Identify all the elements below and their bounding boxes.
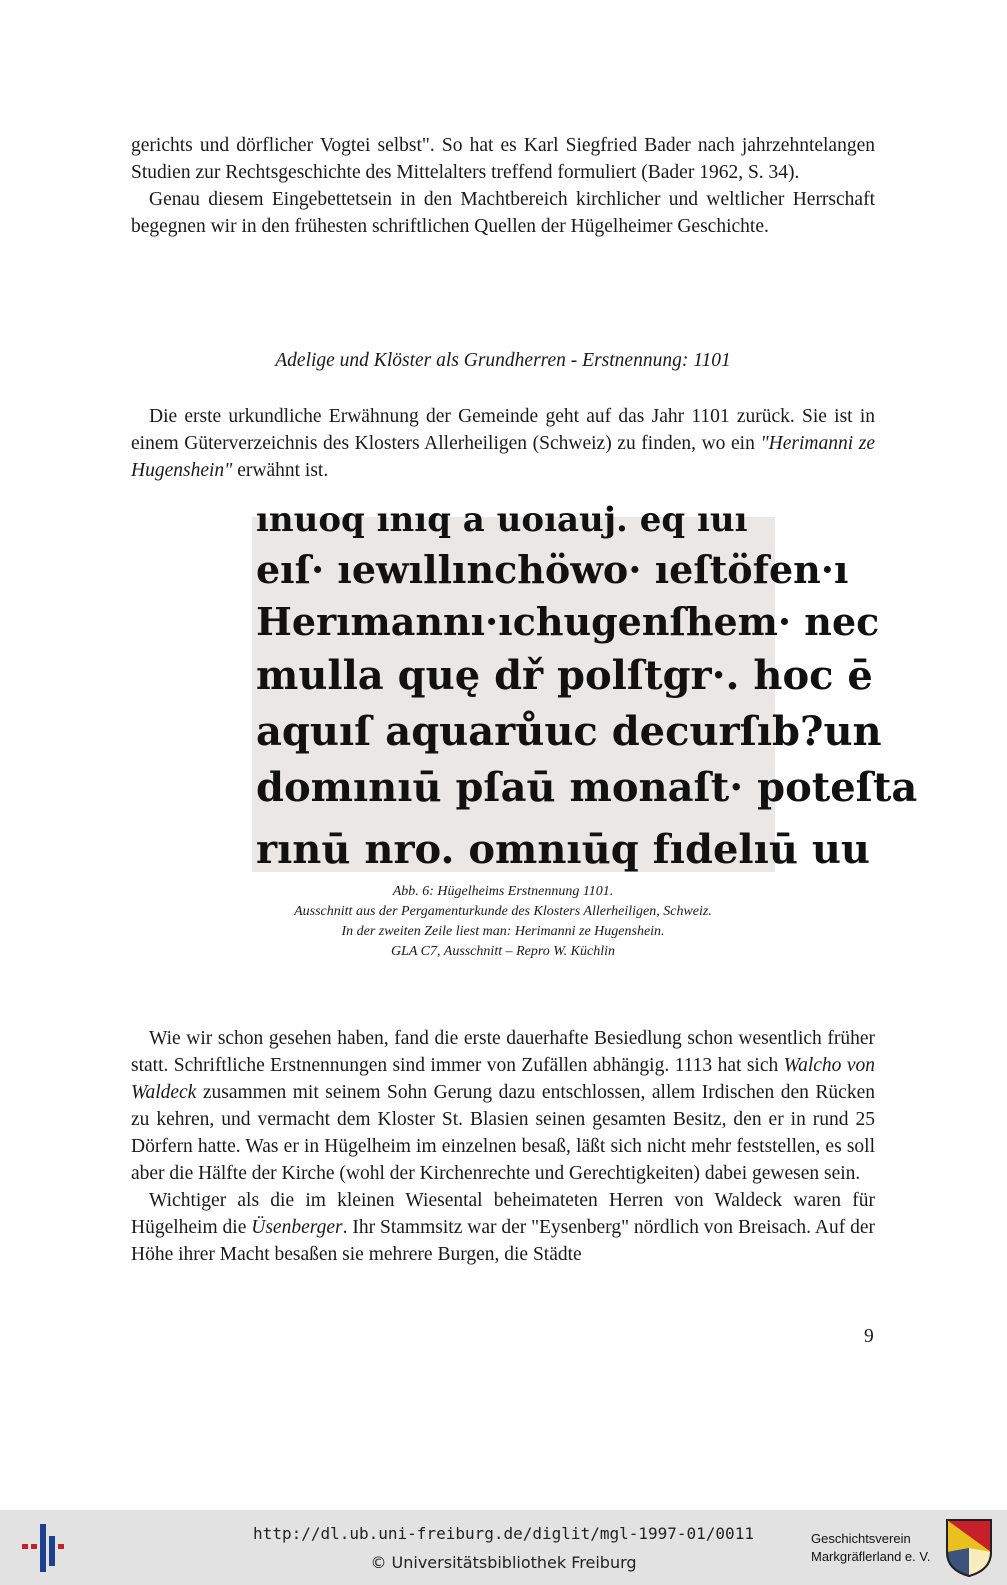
- text-run: Wichtiger als die im kleinen Wiesental beheimateten Herren von Waldeck waren für Hügelheim die: [131, 1190, 875, 1238]
- manuscript-line: aquıſ aquarůuc decurſıb?un: [256, 708, 882, 755]
- text-block-waldeck: [131, 1025, 875, 1268]
- family-name: Üsenberger: [251, 1217, 343, 1238]
- text-run: zusammen mit seinem Sohn Gerung dazu entschlossen, allem Irdischen den Rücken zu kehren, und vermacht dem Kloster St. Blasien seinen gesamten Besitz, den er in rund 25 Dörfern hatte. Was er in Hügelheim im einzelnen besaß, läßt sich nicht mehr feststellen, es soll aber die Hälfte der Kirche (wohl der Kirchenrechte und Gerechtigkeiten) dabei gewesen sein.: [131, 1082, 875, 1184]
- manuscript-line: ınuoq ınıq a uoıauj. eq ıuı: [256, 500, 748, 540]
- caption-line: In der zweiten Zeile liest man: Herimanni ze Hugenshein.: [341, 924, 665, 939]
- text-run: Die erste urkundliche Erwähnung der Gemeinde geht auf das Jahr 1101 zurück. Sie ist in einem Güterverzeichnis des Klosters Allerheiligen (Schweiz) zu finden, wo ein: [131, 406, 875, 454]
- paragraph: [131, 1025, 875, 1187]
- section-heading: Adelige und Klöster als Grundherren - Erstnennung: 1101: [275, 350, 731, 371]
- manuscript-svg: [252, 500, 918, 873]
- person-name: Walcho von Waldeck: [131, 1055, 875, 1103]
- page-number: 9: [864, 1326, 874, 1347]
- society-line: Markgräflerland e. V.: [811, 1549, 931, 1564]
- quoted-name: "Herimanni ze Hugenshein": [131, 433, 875, 481]
- manuscript-line: Herımannı·ıchugenſhem· nec: [256, 599, 880, 644]
- manuscript-line: eıſ· ıewıllınchöwo· ıeſtöfen·ı: [256, 547, 849, 592]
- society-line: Geschichtsverein: [811, 1531, 911, 1546]
- figure-caption: [131, 882, 875, 962]
- paragraph: [131, 403, 875, 484]
- text-block-intro: [131, 132, 875, 240]
- caption-line: GLA C7, Ausschnitt – Repro W. Küchlin: [390, 944, 615, 959]
- paragraph: [131, 1187, 875, 1268]
- coat-of-arms-icon[interactable]: [945, 1518, 993, 1578]
- text-block-mention: [131, 403, 875, 484]
- caption-line: Ausschnitt aus der Pergamenturkunde des Klosters Allerheiligen, Schweiz.: [294, 904, 712, 919]
- manuscript-line: rınū nro. omnıūq fıdelıū uu: [256, 826, 870, 873]
- manuscript-line: mulla quę dř polſtgr·. hoc ē: [256, 652, 873, 699]
- paragraph: Genau diesem Eingebettetsein in den Machtbereich kirchlicher und weltlicher Herrschaft begegnen wir in den frühesten schriftlichen Quellen der Hügelheimer Geschichte.: [131, 189, 875, 237]
- society-name: [811, 1530, 930, 1566]
- text-run: Wie wir schon gesehen haben, fand die erste dauerhafte Besiedlung schon wesentlich früher statt. Schriftliche Erstnennungen sind immer von Zufällen abhängig. 1113 hat sich: [131, 1028, 875, 1076]
- manuscript-image: [252, 500, 918, 873]
- manuscript-line: domınıū pſaū monaſt· poteſta: [256, 764, 918, 811]
- caption-line: Abb. 6: Hügelheims Erstnennung 1101.: [392, 884, 614, 899]
- page-url-link[interactable]: http://dl.ub.uni-freiburg.de/diglit/mgl-1997-01/0011: [253, 1524, 754, 1543]
- text-run: erwähnt ist.: [232, 460, 329, 481]
- paragraph: gerichts und dörflicher Vogtei selbst". So hat es Karl Siegfried Bader nach jahrzehntelangen Studien zur Rechtsgeschichte des Mittelalters treffend formuliert (Bader 1962, S. 34).: [131, 135, 875, 183]
- viewer-footer: [0, 1510, 1007, 1585]
- copyright-text: © Universitätsbibliothek Freiburg: [370, 1553, 637, 1572]
- text-run: . Ihr Stammsitz war der "Eysenberg" nördlich von Breisach. Auf der Höhe ihrer Macht besaßen sie mehrere Burgen, die Städte: [131, 1217, 875, 1265]
